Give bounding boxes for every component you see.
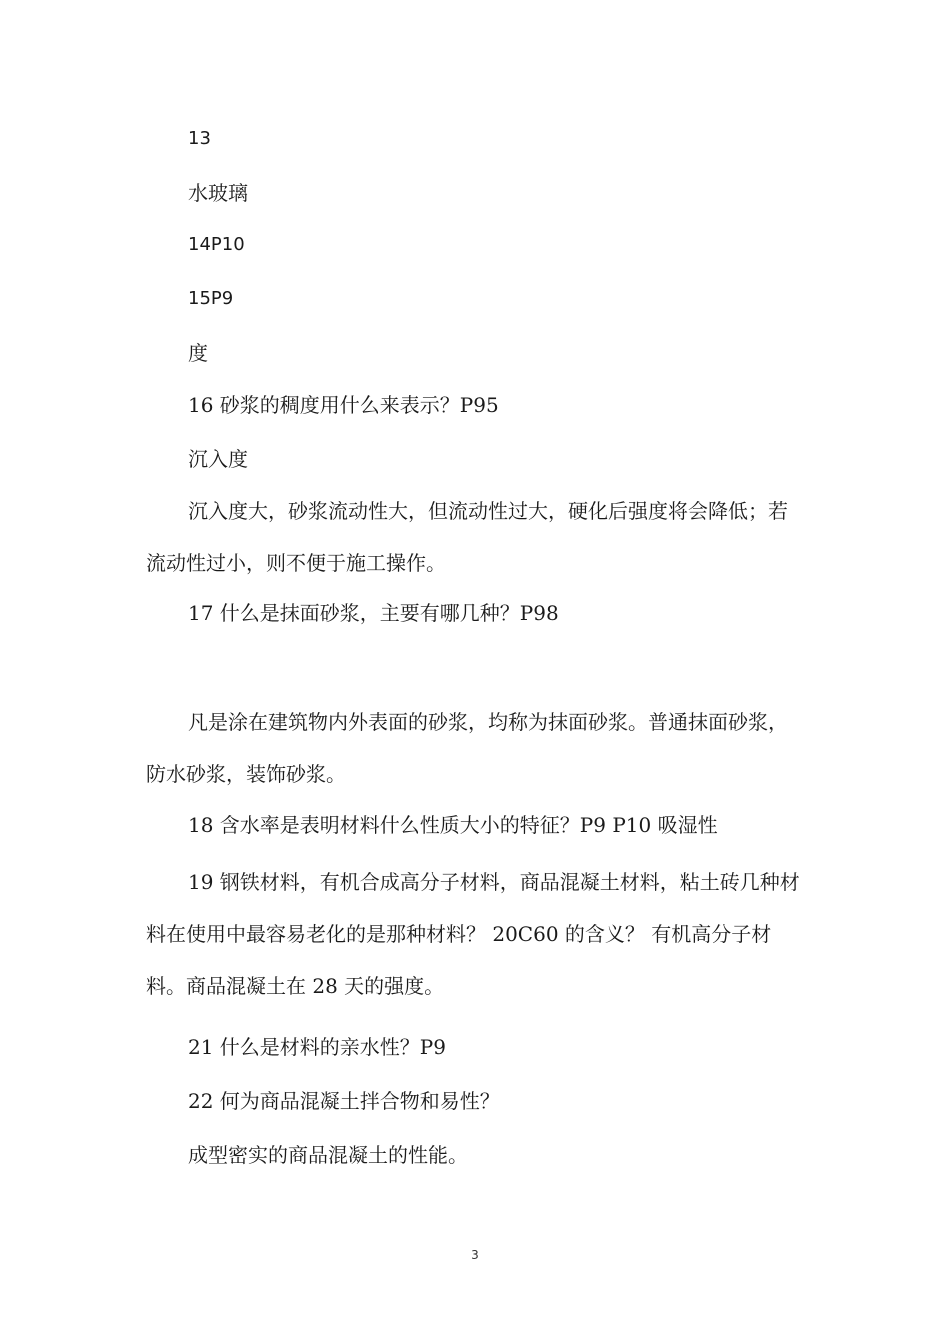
paragraph-14: 14P10 xyxy=(188,234,245,255)
paragraph-degree: 度 xyxy=(188,341,208,365)
paragraph-question-17: 17 什么是抹面砂浆，主要有哪几种？P98 xyxy=(188,601,559,625)
paragraph-water-glass: 水玻璃 xyxy=(188,181,248,205)
paragraph-question-19-20: 19 钢铁材料，有机合成高分子材料，商品混凝土材料，粘土砖几种材料在使用中最容易老化的是那种材料？ 20C60 的含义？ 有机高分子材料。商品混凝土在 28 天的强度。 xyxy=(146,870,800,998)
paragraph-answer-22: 成型密实的商品混凝土的性能。 xyxy=(188,1143,468,1167)
paragraph-13: 13 xyxy=(188,128,211,149)
paragraph-question-16: 16 砂浆的稠度用什么来表示？P95 xyxy=(188,393,499,417)
paragraph-sinking-degree: 沉入度 xyxy=(188,447,248,471)
page-number: 3 xyxy=(471,1248,479,1262)
paragraph-question-21: 21 什么是材料的亲水性？P9 xyxy=(188,1035,446,1059)
paragraph-15: 15P9 xyxy=(188,288,234,309)
paragraph-question-22: 22 何为商品混凝土拌合物和易性？ xyxy=(188,1089,500,1113)
paragraph-answer-16: 沉入度大，砂浆流动性大，但流动性过大，硬化后强度将会降低；若流动性过小，则不便于施工操作。 xyxy=(146,499,788,575)
paragraph-question-18: 18 含水率是表明材料什么性质大小的特征？P9 P10 吸湿性 xyxy=(188,813,718,837)
paragraph-answer-17: 凡是涂在建筑物内外表面的砂浆，均称为抹面砂浆。普通抹面砂浆，防水砂浆，装饰砂浆。 xyxy=(146,710,788,786)
